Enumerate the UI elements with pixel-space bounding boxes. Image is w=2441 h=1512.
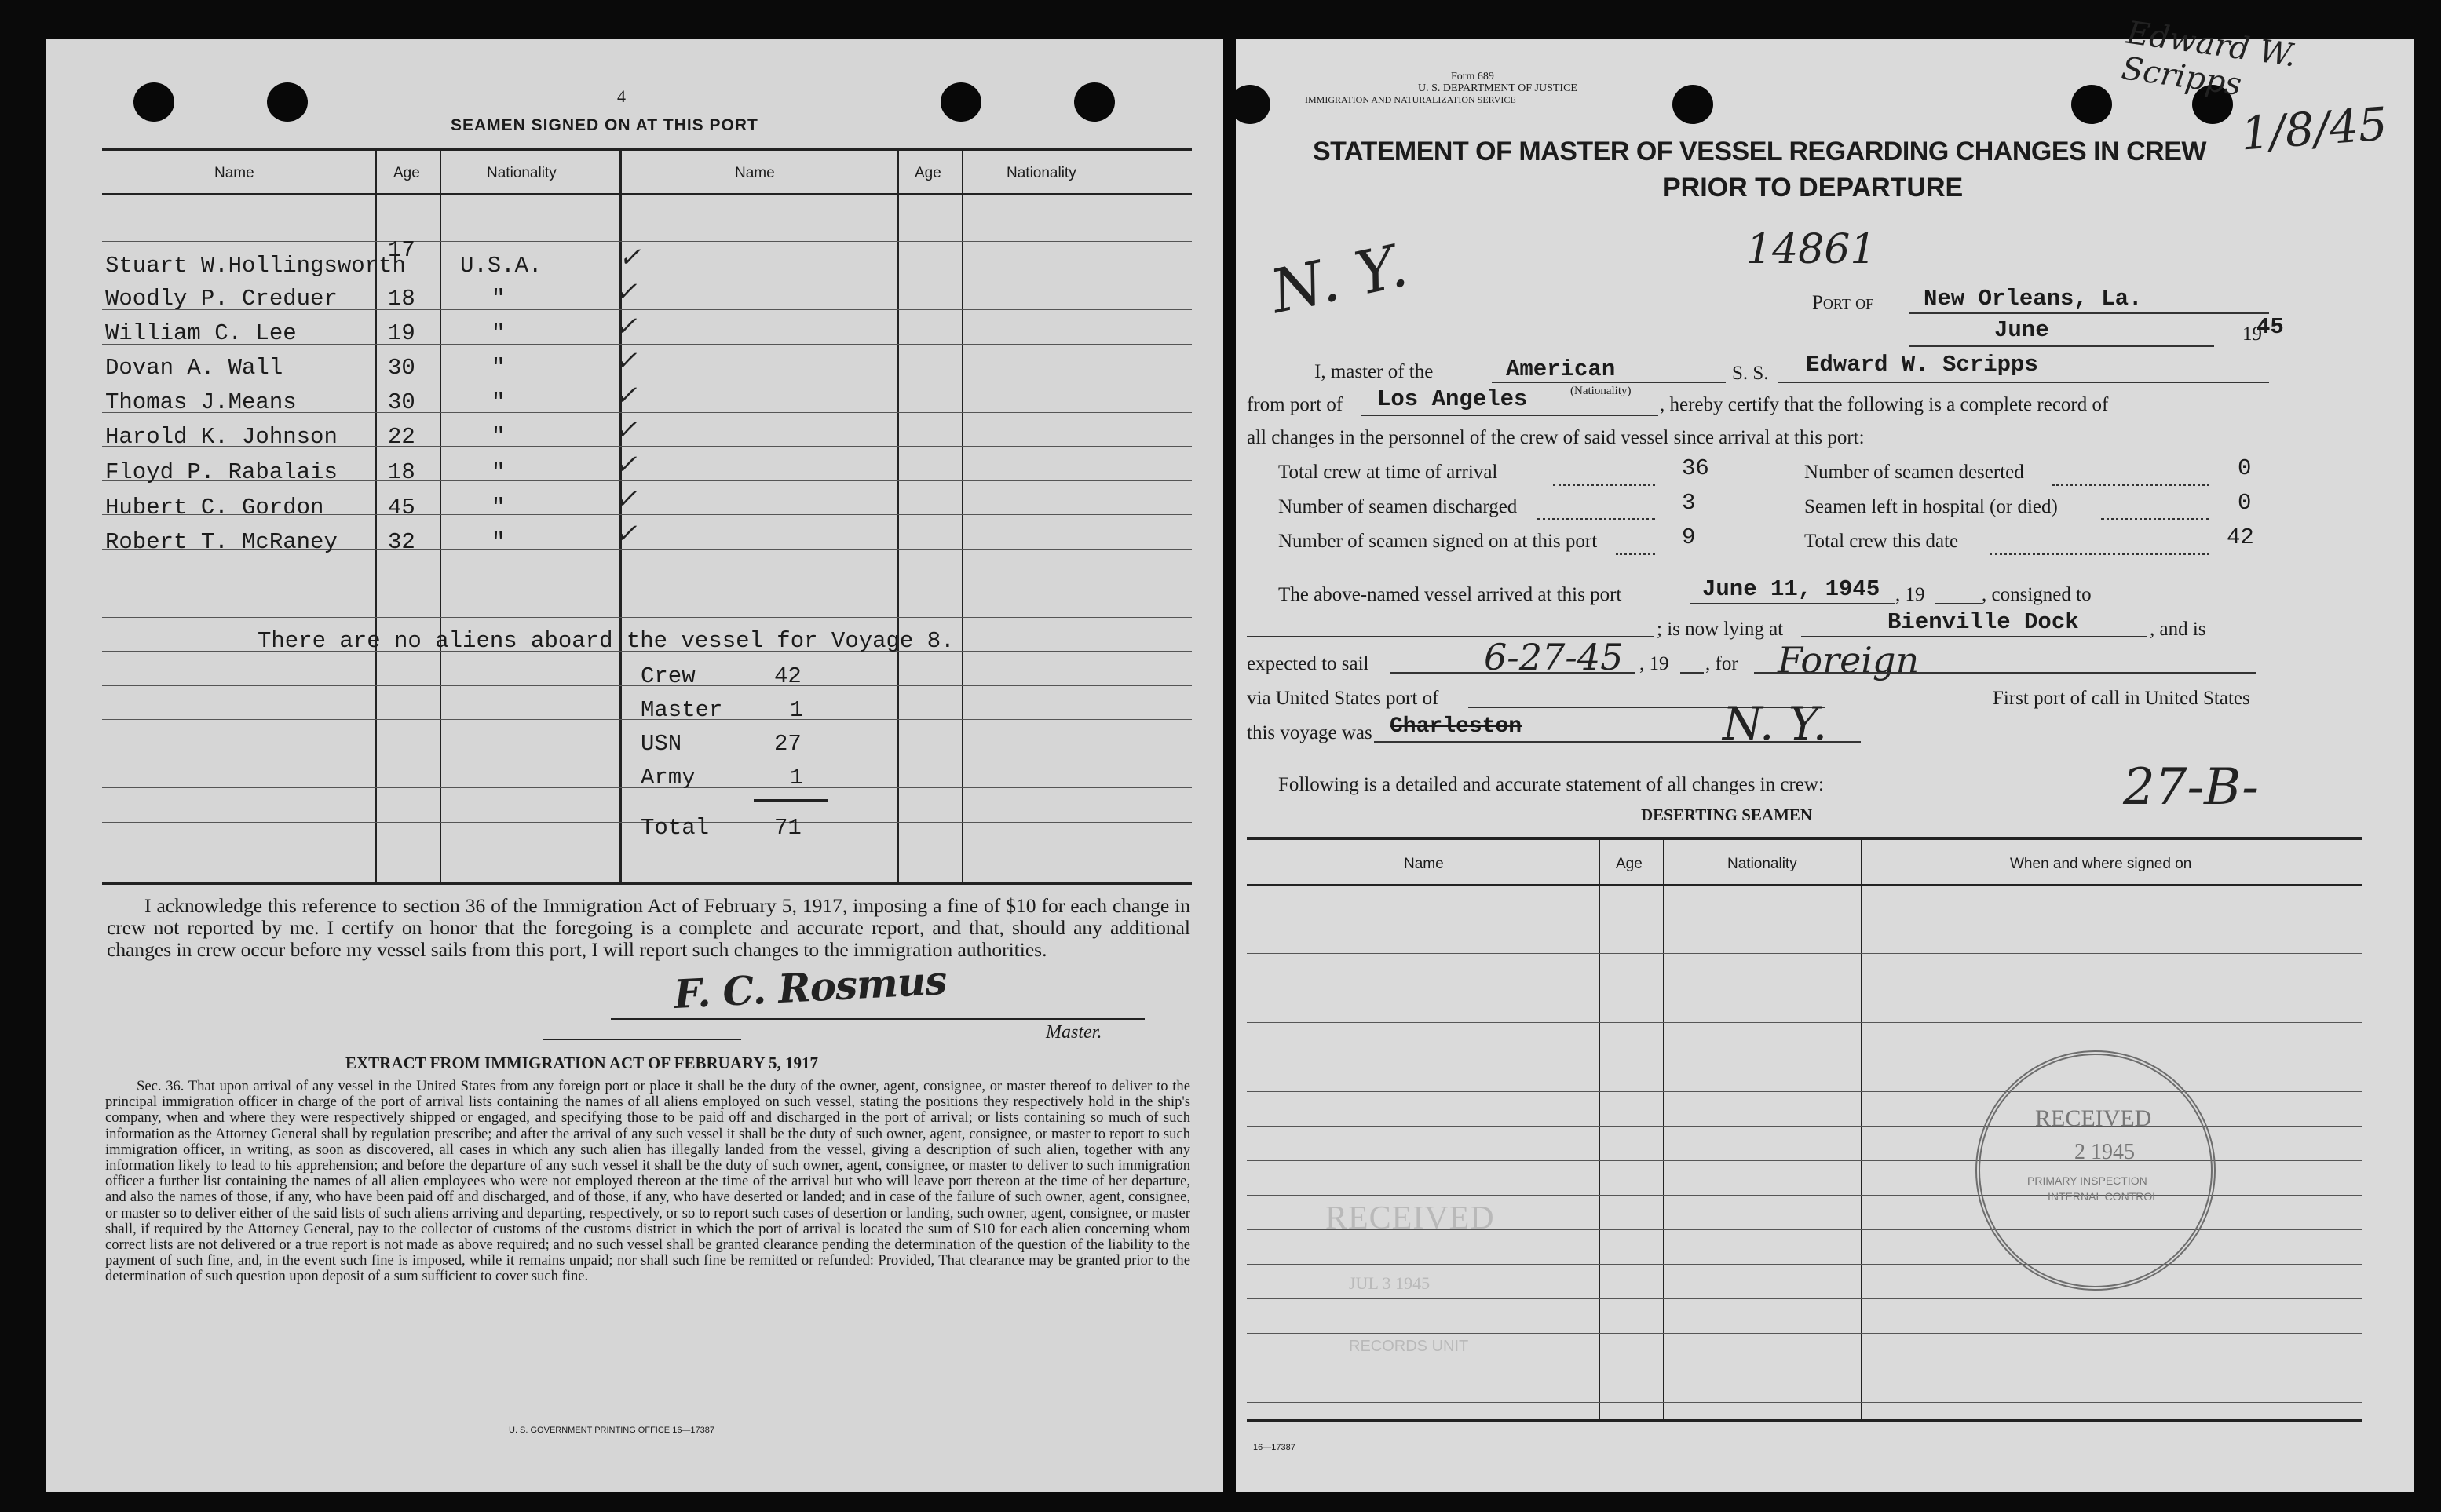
- stat-label: Total crew this date: [1804, 531, 1959, 552]
- seaman-nationality: ": [491, 286, 506, 312]
- expected-19: , 19: [1639, 653, 1669, 674]
- ship-name: Edward W. Scripps: [1806, 352, 2038, 378]
- desert-top-rule: [1247, 837, 2362, 840]
- no-aliens-note: There are no aliens aboard the vessel for Voyage 8.: [258, 628, 955, 654]
- col-header-age: Age: [915, 165, 941, 181]
- col-header-name: Name: [735, 165, 775, 181]
- seaman-name: William C. Lee: [105, 320, 297, 346]
- header-rule: [102, 193, 1192, 195]
- row-rule: [1247, 1022, 2362, 1023]
- seaman-age: 30: [388, 355, 415, 381]
- tally-label: Army: [641, 765, 696, 791]
- col-rule: [1861, 838, 1862, 1419]
- year-prefix: 19: [2242, 323, 2262, 345]
- seaman-name: Thomas J.Means: [105, 389, 297, 415]
- desert-col-header: When and where signed on: [2010, 856, 2192, 872]
- printing-office: U. S. GOVERNMENT PRINTING OFFICE 16—17387: [509, 1426, 715, 1435]
- expected-value: 6-27-45: [1484, 636, 1624, 678]
- tally-value: 42: [774, 663, 802, 689]
- stamp-text: PRIMARY INSPECTION: [2027, 1174, 2147, 1187]
- stat-value: 36: [1682, 455, 1709, 481]
- row-rule: [1247, 1333, 2362, 1334]
- check-mark: ✓: [615, 484, 638, 515]
- col-header-name: Name: [214, 165, 254, 181]
- section-title: SEAMEN SIGNED ON AT THIS PORT: [451, 116, 758, 134]
- certify-text: , hereby certify that the following is a complete record of: [1660, 394, 2109, 415]
- col-rule: [897, 149, 899, 883]
- seaman-age: 45: [388, 495, 415, 520]
- voyage-underline: [1374, 741, 1861, 743]
- handwritten-ny: N. Y.: [1264, 229, 1413, 327]
- arrived-19: , 19: [1895, 584, 1925, 605]
- arrived-text: The above-named vessel arrived at this port: [1278, 584, 1622, 605]
- desert-col-header: Nationality: [1727, 856, 1797, 872]
- punch-hole: [1230, 85, 1270, 124]
- year-underline: [1680, 672, 1704, 674]
- faded-records-unit: RECORDS UNIT: [1349, 1338, 1469, 1355]
- handwritten-ship-name: Edward W. Scripps: [2119, 14, 2299, 104]
- punch-hole: [2071, 85, 2112, 124]
- row-rule: [1247, 953, 2362, 954]
- stat-leader: [2101, 518, 2209, 520]
- seaman-age: 18: [388, 286, 415, 312]
- department: U. S. DEPARTMENT OF JUSTICE: [1418, 82, 1577, 94]
- col-header-nationality: Nationality: [487, 165, 557, 181]
- form-title: STATEMENT OF MASTER OF VESSEL REGARDING CHANGES IN CREW: [1313, 137, 2206, 166]
- stat-label: Number of seamen deserted: [1804, 462, 2024, 483]
- stat-leader: [1537, 518, 1655, 520]
- code: 27-B-: [2123, 758, 2259, 816]
- check-mark: ✓: [615, 380, 638, 411]
- master-signature: F. C. Rosmus: [672, 956, 948, 1018]
- seaman-name: Dovan A. Wall: [105, 355, 283, 381]
- year-underline: [1935, 603, 1982, 604]
- form-number: Form 689: [1451, 71, 1494, 82]
- desert-col-header: Name: [1404, 856, 1444, 872]
- seaman-name: Stuart W.Hollingsworth: [105, 253, 406, 279]
- extract-text: Sec. 36. That upon arrival of any vessel in the United States from any foreign port or place it shall be the duty of the owner, agent, consignee, or master thereof to deliver to the principal immigration officer in charge of the port of arrival lists containing the names of all aliens employed on such vessel, stating the positions they respectively hold in the ship's company, when and where they were respectively shipped or engaged, and specifying those to be paid off and discharged in the port of arrival; or lists containing so much of such information as the Attorney General shall by regulation prescribe; and after the arrival of any such vessel it shall be the duty of such owner, agent, consignee, or master to report to such immigration officer, in writing, as soon as discovered, all cases in which any such alien has illegally landed from the vessel, giving a description of such alien, together with any information likely to lead to his apprehension; and before the departure of any such vessel it shall be the duty of such owner, agent, consignee, or master to deliver to such immigration officer a further list containing the names of all alien employees who were not employed thereon at the time of the arrival but who will leave port thereon at the time of her departure, and also the names of those, if any, who have been paid off and discharged, and of those, if any, who have deserted or landed; and in case of the failure of such owner, agent, consignee, or master so to deliver either of the said lists of such aliens arriving and departing, respectively, or so to report such cases of desertion or landing, such owner, agent, consignee, or master shall, if required by the Attorney General, pay to the collector of customs of the customs district in which the port of arrival is located the sum of $10 for each alien concerning whom correct lists are not delivered or a true report is not made as above required; and no such vessel shall be granted clearance pending the determination of the question of the liability to the payment of such fine, and, in the event such fine is imposed, while it remains unpaid; nor shall such fine be remitted or refunded: Provided, That clearance may be granted prior to the determination of such question upon deposit of a sum sufficient to cover such fine.: [105, 1078, 1190, 1285]
- ss-label: S. S.: [1732, 363, 1769, 384]
- seaman-name: Harold K. Johnson: [105, 424, 338, 450]
- tally-label: Master: [641, 697, 723, 723]
- stat-leader: [1616, 553, 1655, 555]
- stat-leader: [2052, 484, 2209, 486]
- extract-title: EXTRACT FROM IMMIGRATION ACT OF FEBRUARY 5, 1917: [345, 1054, 819, 1072]
- seaman-nationality: ": [491, 495, 506, 520]
- tally-value: 27: [774, 731, 802, 757]
- expected-label: expected to sail: [1247, 653, 1369, 674]
- lying-underline: [1801, 636, 2147, 637]
- form-subtitle: PRIOR TO DEPARTURE: [1663, 173, 1964, 203]
- acknowledgement-text: I acknowledge this reference to section 36 of the Immigration Act of February 5, 1917, imposing a fine of $10 for each change in crew not reported by me. I certify on honor that the foregoing is a complete and accurate report, and that, should any additional changes in crew occur before my vessel sails from this port, I will report such changes to the immigration authorities.: [107, 894, 1190, 961]
- master-of-label: I, master of the: [1314, 361, 1434, 382]
- row-rule: [1247, 1091, 2362, 1092]
- stat-label: Number of seamen discharged: [1278, 496, 1518, 517]
- voyage-ny: N. Y.: [1723, 697, 1828, 751]
- punch-hole: [1672, 85, 1713, 124]
- stat-value: 42: [2227, 524, 2254, 550]
- port-value: New Orleans, La.: [1924, 286, 2143, 312]
- seaman-name: Hubert C. Gordon: [105, 495, 324, 520]
- desert-col-header: Age: [1616, 856, 1643, 872]
- tally-value: 1: [790, 765, 804, 791]
- nationality-underline: [1492, 382, 1726, 383]
- col-header-nationality: Nationality: [1007, 165, 1076, 181]
- stat-leader: [1553, 484, 1655, 486]
- col-rule: [962, 149, 963, 883]
- consigned-label: , consigned to: [1982, 584, 2092, 605]
- seaman-age: 17: [388, 237, 415, 263]
- check-mark: ✓: [615, 518, 638, 550]
- punch-hole: [1074, 82, 1115, 122]
- col-header-age: Age: [393, 165, 420, 181]
- table-bottom-rule: [102, 882, 1192, 885]
- ship-underline: [1778, 382, 2269, 383]
- via-label: via United States port of: [1247, 688, 1439, 709]
- stat-value: 0: [2238, 490, 2252, 516]
- row-rule: [102, 617, 1192, 618]
- deserting-title: DESERTING SEAMEN: [1641, 805, 1813, 824]
- check-mark: ✓: [615, 311, 638, 342]
- seaman-nationality: U.S.A.: [460, 253, 543, 279]
- from-port-underline: [1361, 415, 1658, 416]
- handwritten-date: 1/8/45: [2238, 97, 2389, 161]
- expected-underline: [1390, 672, 1635, 674]
- seaman-nationality: ": [491, 424, 506, 450]
- seaman-name: Woodly P. Creduer: [105, 286, 338, 312]
- nationality-caption: (Nationality): [1570, 385, 1632, 397]
- seaman-nationality: ": [491, 389, 506, 415]
- seaman-nationality: ": [491, 355, 506, 381]
- stat-leader: [1990, 553, 2209, 555]
- seaman-age: 30: [388, 389, 415, 415]
- tally-label: USN: [641, 731, 682, 757]
- master-label: Master.: [1046, 1022, 1102, 1043]
- signature-line: [611, 1018, 1145, 1020]
- date-underline: [1909, 345, 2214, 347]
- year-value: 45: [2256, 314, 2284, 340]
- col-rule: [1599, 838, 1600, 1419]
- and-is-label: , and is: [2150, 619, 2206, 640]
- seaman-nationality: ": [491, 459, 506, 485]
- check-mark: ✓: [615, 345, 638, 377]
- seaman-nationality: ": [491, 320, 506, 346]
- seaman-name: Robert T. McRaney: [105, 529, 338, 555]
- for-label: , for: [1705, 653, 1738, 674]
- seaman-age: 32: [388, 529, 415, 555]
- punch-hole: [267, 82, 308, 122]
- seaman-age: 18: [388, 459, 415, 485]
- check-mark: ✓: [615, 276, 638, 308]
- stamp-text: INTERNAL CONTROL: [2048, 1190, 2159, 1203]
- row-rule: [1247, 1298, 2362, 1299]
- service: IMMIGRATION AND NATURALIZATION SERVICE: [1305, 94, 1516, 105]
- nationality-value: American: [1506, 356, 1616, 382]
- port-label: Port of: [1812, 292, 1874, 313]
- from-port-value: Los Angeles: [1377, 386, 1528, 412]
- page-number: 4: [617, 86, 626, 106]
- tally-label: Crew: [641, 663, 696, 689]
- row-rule: [1247, 1264, 2362, 1265]
- stat-label: Seamen left in hospital (or died): [1804, 496, 2058, 517]
- received-stamp-seal: [1975, 1050, 2216, 1291]
- table-top-rule: [102, 148, 1192, 151]
- row-rule: [1247, 1402, 2362, 1403]
- total-value: 71: [774, 815, 802, 841]
- stat-value: 3: [1682, 490, 1696, 516]
- check-mark: ✓: [615, 415, 638, 446]
- divider: [543, 1039, 741, 1040]
- sum-rule: [754, 799, 828, 802]
- punch-hole: [941, 82, 981, 122]
- faded-received-stamp: RECEIVED: [1325, 1200, 1495, 1236]
- struck-port: Charleston: [1390, 714, 1522, 739]
- arrived-date: June 11, 1945: [1702, 576, 1880, 602]
- seaman-age: 22: [388, 424, 415, 450]
- arrived-underline: [1690, 603, 1895, 604]
- lying-at-value: Bienville Dock: [1887, 609, 2079, 635]
- for-value: Foreign: [1778, 639, 1920, 681]
- for-underline: [1754, 672, 2256, 674]
- from-port-label: from port of: [1247, 394, 1343, 415]
- total-label: Total: [641, 815, 710, 841]
- stamp-text: 2 1945: [2074, 1140, 2135, 1164]
- left-page: [46, 39, 1223, 1492]
- check-mark: ✓: [615, 449, 638, 480]
- first-port-label: First port of call in United States: [1993, 688, 2250, 709]
- port-underline: [1909, 312, 2269, 314]
- desert-bottom-rule: [1247, 1419, 2362, 1422]
- stamp-text: RECEIVED: [2035, 1105, 2152, 1131]
- stat-label: Total crew at time of arrival: [1278, 462, 1498, 483]
- tally-value: 1: [790, 697, 804, 723]
- following-text: Following is a detailed and accurate statement of all changes in crew:: [1278, 774, 1824, 795]
- stat-label: Number of seamen signed on at this port: [1278, 531, 1598, 552]
- punch-hole: [133, 82, 174, 122]
- seaman-age: 19: [388, 320, 415, 346]
- row-rule: [102, 241, 1192, 242]
- seaman-name: Floyd P. Rabalais: [105, 459, 338, 485]
- stat-value: 9: [1682, 524, 1696, 550]
- lying-at-label: ; is now lying at: [1657, 619, 1784, 640]
- check-mark: ✓: [619, 242, 641, 273]
- footer-code: 16—17387: [1253, 1443, 1295, 1452]
- seaman-nationality: ": [491, 529, 506, 555]
- this-voyage-label: this voyage was: [1247, 722, 1372, 743]
- stat-value: 0: [2238, 455, 2252, 481]
- month-value: June: [1994, 317, 2049, 343]
- handwritten-file-number: 14861: [1746, 226, 1876, 273]
- col-rule: [440, 149, 441, 883]
- col-rule: [1663, 838, 1664, 1419]
- desert-header-rule: [1247, 884, 2362, 886]
- certify-text-2: all changes in the personnel of the crew of said vessel since arrival at this port:: [1247, 427, 1865, 448]
- faded-received-date: JUL 3 1945: [1349, 1273, 1431, 1293]
